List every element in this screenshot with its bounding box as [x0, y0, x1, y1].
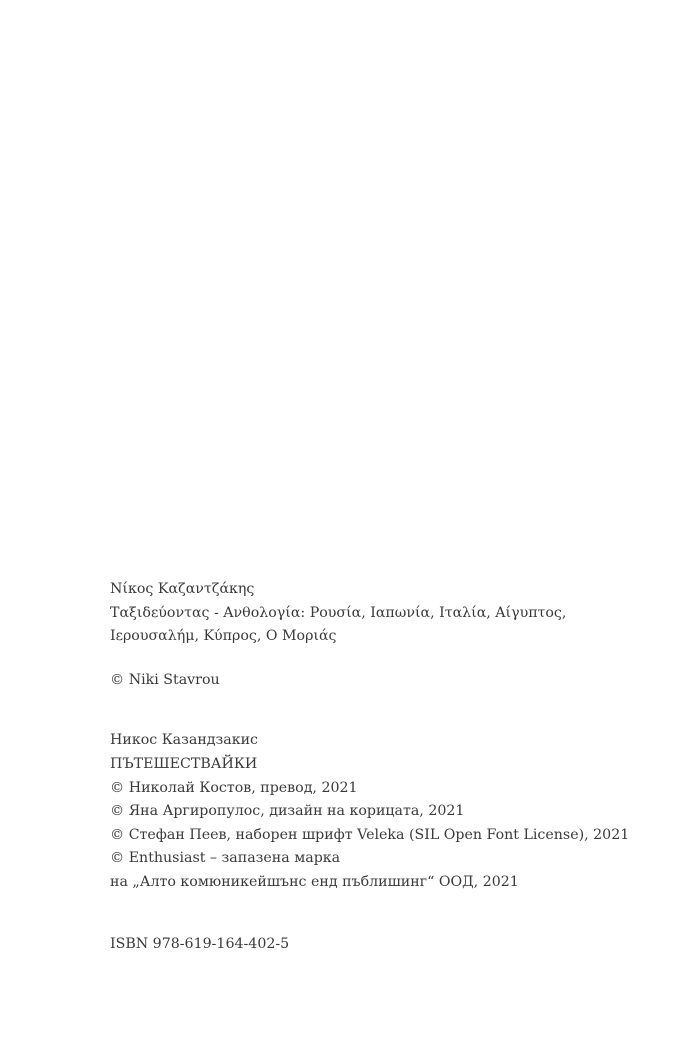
original-copyright: © Niki Stavrou [110, 671, 220, 688]
edition-author: Никос Казандзакис [110, 732, 258, 749]
original-title-line-2: Ιερουσαλήμ, Κύπρος, Ο Μοριάς [110, 628, 337, 645]
colophon [110, 578, 680, 956]
original-edition-block [110, 578, 680, 649]
credit-publisher: на „Алто комюникейшънс енд пъблишинг“ ООД, 2021 [110, 873, 519, 890]
original-title-line-1: Ταξιδεύοντας - Ανθολογία: Ρουσία, Ιαπωνία, Ιταλία, Αίγυπτος, [110, 604, 567, 621]
credit-translation: © Николай Костов, превод, 2021 [110, 779, 358, 796]
credit-typeface: © Стефан Пеев, наборен шрифт Veleka (SIL Open Font License), 2021 [110, 826, 630, 843]
original-author: Νίκος Καζαντζάκης [110, 581, 255, 597]
isbn: ISBN 978-619-164-402-5 [110, 935, 290, 952]
credit-cover-design: © Яна Аргиропулос, дизайн на корицата, 2021 [110, 803, 465, 820]
bulgarian-edition-block [110, 729, 680, 894]
credit-trademark: © Enthusiast – запазена марка [110, 850, 341, 867]
edition-title: ПЪТЕШЕСТВАЙКИ [110, 755, 258, 772]
